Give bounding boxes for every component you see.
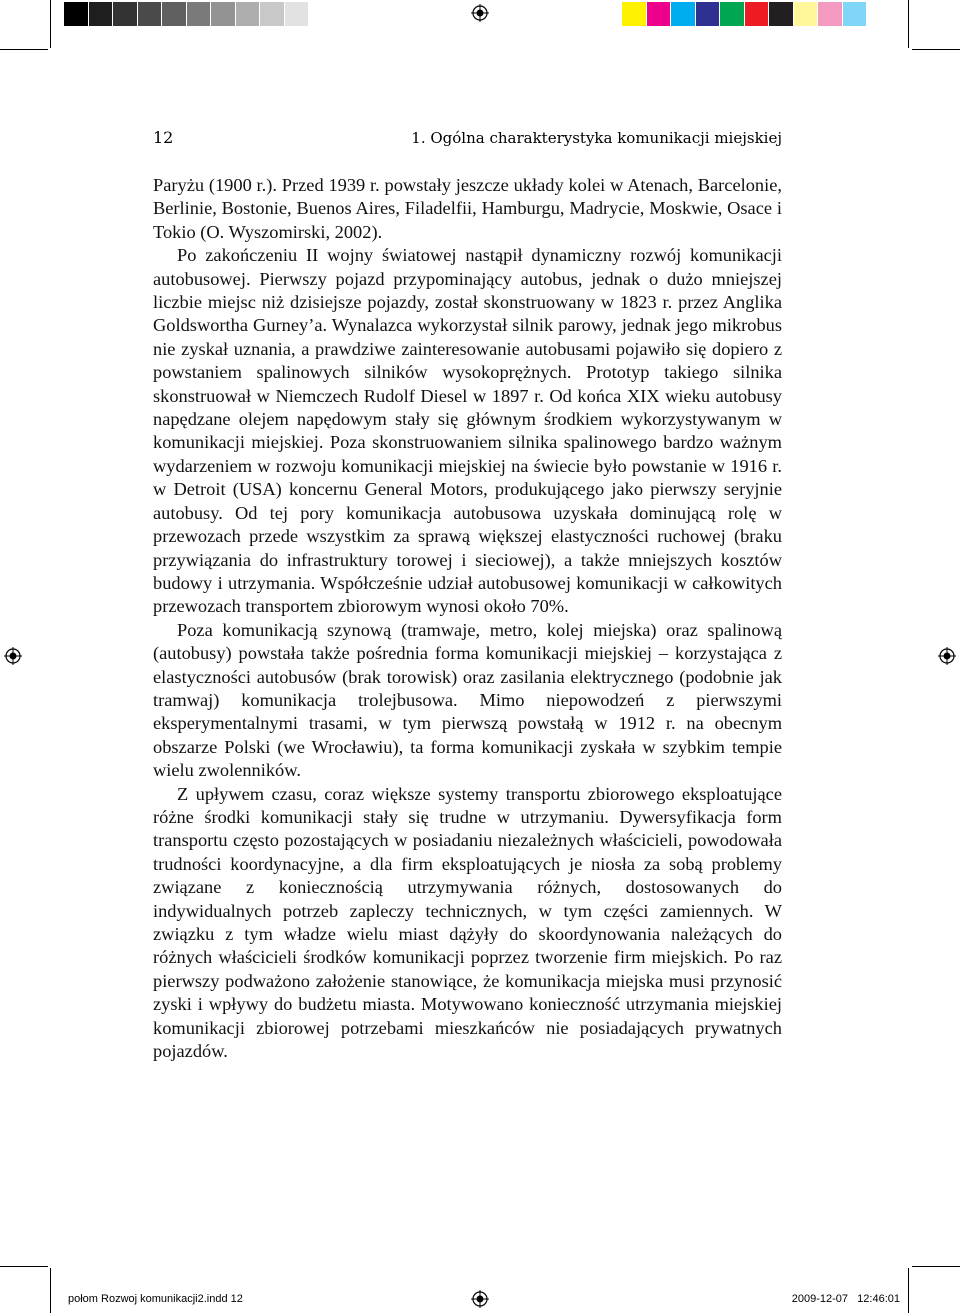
gray-swatch [285, 2, 310, 26]
color-swatch [794, 2, 819, 26]
gray-swatch-bar [64, 2, 309, 26]
registration-mark-icon [471, 1290, 489, 1308]
crop-mark [908, 1268, 909, 1313]
crop-mark [0, 49, 48, 50]
gray-swatch [162, 2, 187, 26]
color-swatch [843, 2, 868, 26]
crop-mark [50, 0, 51, 48]
paragraph: Z upływem czasu, coraz większe systemy transportu zbiorowego eksploatujące różne środki komunikacji stały się trudne w utrzymaniu. Dywersyfikacja form transportu często pozostających w posiadaniu niezależnych właścicieli, powodowała trudności koordynacyjne, a dla firm eksploatujących je niosła za sobą problemy związane z koniecznością utrzymywania różnych, dostosowanych do indywidualnych potrzeb zapleczy technicznych, w tym części zamiennych. W związku z tym władze wielu miast dążyły do skoordynowania należących do różnych właścicieli środków komunikacji poprzez tworzenie firm miejskich. Po raz pierwszy podważono założenie stanowiące, że komunikacja miejska musi przynosić zyski i wpływy do budżetu miasta. Motywowano konieczność utrzymania miejskiej komunikacji zbiorowej potrzebami mieszkańców nie posiadających prywatnych pojazdów. [153, 783, 782, 1062]
gray-swatch [89, 2, 114, 26]
paragraph: Poza komunikacją szynową (tramwaje, metro, kolej miejska) oraz spalinową (autobusy) powstała także pośrednia forma komunikacji miejskiej – korzystająca z elastyczności autobusów (brak torowisk) oraz zasilania elektrycznego (podobnie jak tramwaj) komunikacja trolejbusowa. Mimo niepowodzeń z pierwszymi eksperymentalnymi trasami, w tym pierwszą powstałą w 1912 r. na obecnym obszarze Polski (we Wrocławiu), ta forma komunikacji zyskała w szybkim tempie wielu zwolenników. [153, 619, 782, 781]
color-swatch [622, 2, 647, 26]
file-slug: połom Rozwoj komunikacji2.indd 12 [68, 1293, 243, 1305]
color-swatch [818, 2, 843, 26]
gray-swatch [211, 2, 236, 26]
color-swatch [769, 2, 794, 26]
crop-mark [912, 49, 960, 50]
gray-swatch [260, 2, 285, 26]
color-swatch [647, 2, 672, 26]
page-number: 12 [153, 128, 174, 147]
color-swatch [745, 2, 770, 26]
gray-swatch [187, 2, 212, 26]
color-swatch [671, 2, 696, 26]
crop-mark [50, 1268, 51, 1313]
gray-swatch [138, 2, 163, 26]
paragraph: Po zakończeniu II wojny światowej nastąpił dynamiczny rozwój komunikacji autobusowej. Pierwszy pojazd przypominający autobus, jednak o dużo mniejszej liczbie miejsc niż dzisiejsze pojazdy, został skonstruowany w 1823 r. przez Anglika Goldswortha Gurney’a. Wynalazca wykorzystał silnik parowy, jednak jego mikrobus nie zyskał uznania, a prawdziwe zainteresowanie autobusami pojawiło się dopiero z powstaniem spalinowych silników wysokoprężnych. Prototyp takiego silnika skonstruował w Niemczech Rudolf Diesel w 1897 r. Od końca XIX wieku autobusy napędzane olejem napędowym stały się głównym środkiem wykorzystywanym w komunikacji miejskiej. Poza skonstruowaniem silnika spalinowego bardzo ważnym wydarzeniem w rozwoju komunikacji miejskiej na świecie było powstanie w 1916 r. w Detroit (USA) koncernu General Motors, produkującego jako pierwszy seryjnie autobusy. Od tej pory komunikacja autobusowa uzyskała dominującą rolę w przewozach przede wszystkim za sprawą większej elastyczności ruchowej (braku przywiązania do infrastruktury torowej i sieciowej), a także mniejszych kosztów budowy i utrzymania. Współcześnie udział autobusowej komunikacji w całkowitych przewozach transportem zbiorowym wynosi około 70%. [153, 245, 782, 617]
print-date: 2009-12-07 [791, 1293, 848, 1305]
paragraph: Paryżu (1900 r.). Przed 1939 r. powstały jeszcze układy kolei w Atenach, Barcelonie, Berlinie, Bostonie, Buenos Aires, Filadelfii, Hamburgu, Madrycie, Moskwie, Osace i Tokio (O. Wyszomirski, 2002). [153, 175, 782, 242]
crop-mark [0, 1266, 48, 1267]
crop-mark [908, 0, 909, 48]
color-swatch [720, 2, 745, 26]
registration-mark-icon [938, 647, 956, 665]
gray-swatch [236, 2, 261, 26]
color-swatch [696, 2, 721, 26]
gray-swatch [64, 2, 89, 26]
registration-mark-icon [4, 647, 22, 665]
print-timestamp [792, 1293, 900, 1305]
print-time: 12:46:01 [857, 1293, 900, 1305]
body-text [153, 174, 782, 1063]
registration-mark-icon [471, 4, 489, 22]
crop-mark [912, 1266, 960, 1267]
running-head-chapter-title: 1. Ogólna charakterystyka komunikacji miejskiej [411, 129, 782, 147]
gray-swatch [113, 2, 138, 26]
color-swatch-bar [622, 2, 867, 26]
